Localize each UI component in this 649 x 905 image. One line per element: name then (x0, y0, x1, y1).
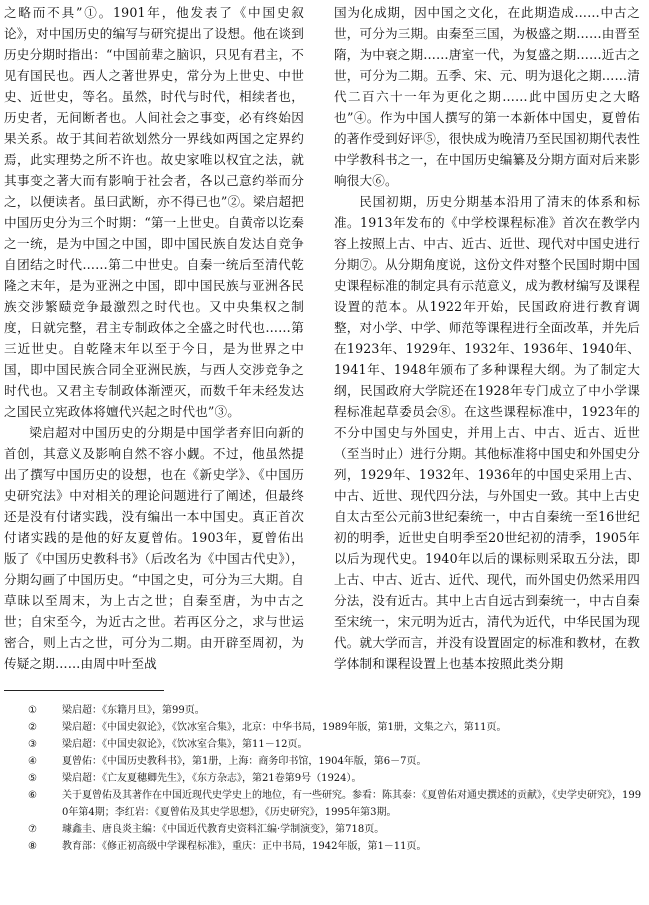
paragraph: 梁启超对中国历史的分期是中国学者弃旧向新的首创，其意义及影响自然不容小觑。不过，他虽然提出了撰写中国历史的设想，也在《新史学》、《中国历史研究法》中对相关的理论问题进行了阐述，但最终还是没有付诸实践，没有编出一本中国史。真正首次付诸实践的是他的好友夏曾佑。1903年，夏曾佑出版了《中国历史教科书》（后改名为《中国古代史》），分期勾画了中国历史。“中国之史，可分为三大期。自草昧以至周末，为上古之世；自秦至唐，为中古之世；自宋至今，为近古之世。若再区分之，求与世运密合，则上古之世，可分为二期。由开辟至周初，为传疑之期……由周中叶至战 (4, 425, 304, 671)
footnote (4, 736, 642, 753)
footnote-text: 夏曾佑：《中国历史教科书》，第1册，上海：商务印书馆，1904年版，第6－7页。 (62, 756, 427, 767)
footnote-divider (4, 690, 164, 691)
footnote (4, 787, 642, 821)
footnote-text: 璩鑫圭、唐良炎主编：《中国近代教育史资料汇编·学制演变》，第718页。 (62, 824, 385, 835)
footnote-number: ⑥ (28, 790, 37, 801)
left-column (4, 2, 304, 674)
footnote (4, 838, 642, 855)
footnote-number: ⑦ (28, 824, 37, 835)
footnote-text: 梁启超：《东籍月旦》，第99页。 (62, 705, 205, 716)
footnote-number: ④ (28, 756, 37, 767)
paragraph: 之略而不具”①。1901年，他发表了《中国史叙论》，对中国历史的编写与研究提出了设想。他在谈到历史分期时指出：“中国前辈之脑识，只见有君主，不见有国民也。西人之著世界史，常分为上世史、中世史、近世史，等名。虽然，时代与时代，相续者也，历史者，无间断者也。人间社会之事变，必有终始因果关系。故于其间若欲划然分一界线如两国之定界约焉，此实理势之所不许也。故史家唯以权宜之法，就其事变之著大而有影响于社会者，各以己意约举而分之，以便读者。虽曰武断，亦不得已也”②。梁启超把中国历史分为三个时期：“第一上世史。自黄帝以讫秦之一统，是为中国之中国，即中国民族自发达自竞争自团结之时代……第二中世史。自秦一统后至清代乾隆之末年，是为亚洲之中国，即中国民族与亚洲各民族交涉繁赜竞争最激烈之时代也。又中央集权之制度，日就完整，君主专制政体之全盛之时代也……第三近世史。自乾隆末年以至于今日，是为世界之中国，即中国民族合同全亚洲民族，与西人交涉竞争之时代也。又君主专制政体渐湮灭，而数千年未经发达之国民立宪政体将嬗代兴起之时代也”③。 (4, 5, 304, 419)
footnote-text: 关于夏曾佑及其著作在中国近现代史学史上的地位，有一些研究。参看：陈其泰：《夏曾佑对通史撰述的贡献》，《史学史研究》，1990年第4期；李红岩：《夏曾佑及其史学思想》，《历史研究》，1995年第3期。 (62, 790, 642, 818)
footnote-text: 教育部：《修正初高级中学课程标准》，重庆：正中书局，1942年版，第1－11页。 (62, 841, 427, 852)
paragraph: 民国初期，历史分期基本沿用了清末的体系和标准。1913年发布的《中学校课程标准》首次在教学内容上按照上古、中古、近古、近世、现代对中国史进行分期⑦。从分期角度说，这份文件对整个民国时期中国史课程标准的制定具有示范意义，成为教材编写及课程设置的范本。从1922年开始，民国政府进行教育调整，对小学、中学、师范等课程进行全面改革，并先后在1923年、1929年、1932年、1936年、1940年、1941年、1948年颁布了多种课程大纲。为了制定大纲，民国政府大学院还在1928年专门成立了中小学课程标准起草委员会⑧。在这些课程标准中，1923年的不分中国史与外国史，并用上古、中古、近古、近世（至当时止）进行分期。其他标准将中国史和外国史分列，1929年、1932年、1936年的中国史采用上古、中古、近世、现代四分法，与外国史一致。其中上古史自太古至公元前3世纪秦统一，中古自秦统一至16世纪初的明季，近世史自明季至20世纪初的清季，1905年以后为现代史。1940年以后的课标则采取五分法，即上古、中古、近古、近代、现代，而外国史仍然采用四分法，没有近古。其中上古自远古到秦统一，中古自秦至宋统一，宋元明为近古，清代为近代，中华民国为现代。就大学而言，并没有设置固定的标准和教材，在教学体制和课程设置上也基本按照此类分期 (334, 194, 640, 671)
footnote (4, 770, 642, 787)
footnote (4, 753, 642, 770)
footnote-number: ② (28, 722, 37, 733)
footnote (4, 821, 642, 838)
paragraph: 国为化成期，因中国之文化，在此期造成……中古之世，可分为三期。由秦至三国，为极盛之期……由晋至隋，为中衰之期……唐室一代，为复盛之期……近古之世，可分为二期。五季、宋、元、明为退化之期……清代二百六十一年为更化之期……此中国历史之大略也”④。作为中国人撰写的第一本新体中国史，夏曾佑的著作受到好评⑤，很快成为晚清乃至民国初期代表性中学教科书之一，在中国历史编纂及分期方面对后来影响很大⑥。 (334, 5, 640, 188)
footnotes (4, 702, 642, 855)
footnote-number: ① (28, 705, 37, 716)
footnote-number: ⑤ (28, 773, 37, 784)
footnote-number: ⑧ (28, 841, 37, 852)
footnote-text: 梁启超：《亡友夏穗卿先生》，《东方杂志》，第21卷第9号（1924）。 (62, 773, 362, 784)
footnote (4, 719, 642, 736)
footnote-text: 梁启超：《中国史叙论》，《饮冰室合集》，北京：中华书局，1989年版，第1册，文集之六，第11页。 (62, 722, 507, 733)
footnote-number: ③ (28, 739, 37, 750)
footnote (4, 702, 642, 719)
right-column (334, 2, 640, 674)
footnote-text: 梁启超：《中国史叙论》，《饮冰室合集》，第11－12页。 (62, 739, 308, 750)
